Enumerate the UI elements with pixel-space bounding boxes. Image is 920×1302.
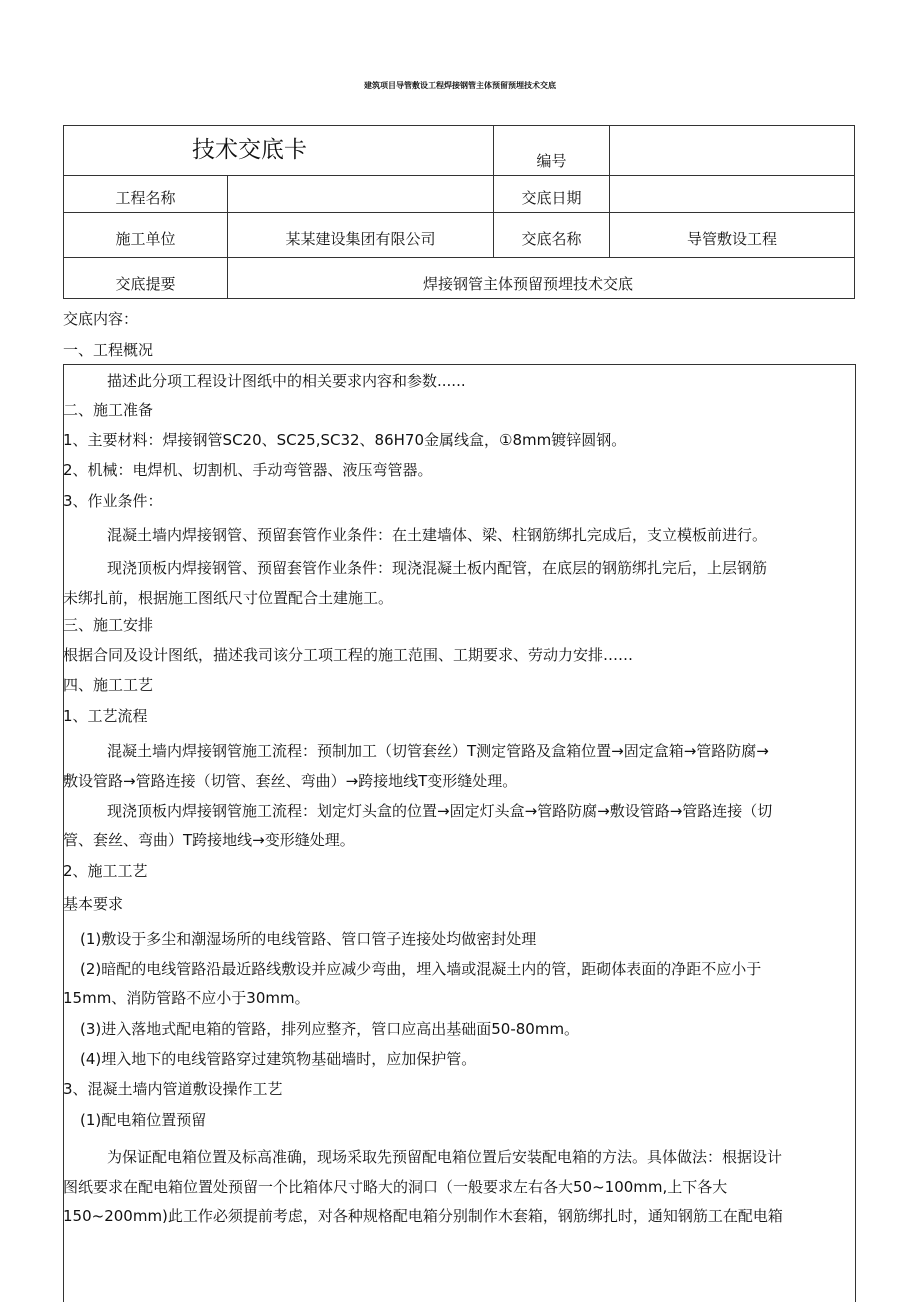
requirement-2-line-2: 15mm、消防管路不应小于30mm。 [63, 989, 310, 1007]
conditions-title: 3、作业条件： [63, 492, 163, 510]
condition-slab-line-1: 现浇顶板内焊接钢管、预留套管作业条件：现浇混凝土板内配管，在底层的钢筋绑扎完后，上层钢筋 [107, 559, 768, 577]
summary-label: 交底提要 [64, 258, 228, 299]
flow-wall-line-1: 混凝土墙内焊接钢管施工流程：预制加工（切管套丝）T测定管路及盒箱位置→固定盒箱→管路防腐→ [107, 742, 769, 760]
basic-requirements-title: 基本要求 [63, 895, 124, 913]
number-label: 编号 [494, 126, 610, 176]
requirement-4: (4)埋入地下的电线管路穿过建筑物基础墙时，应加保护管。 [80, 1050, 477, 1068]
condition-slab-line-2: 未绑扎前，根据施工图纸尺寸位置配合土建施工。 [63, 589, 394, 607]
briefing-name-value: 导管敷设工程 [610, 213, 855, 258]
condition-wall: 混凝土墙内焊接钢管、预留套管作业条件：在土建墙体、梁、柱钢筋绑扎完成后，支立模板前进行。 [107, 526, 768, 544]
requirement-2-line-1: (2)暗配的电线管路沿最近路线敷设并应减少弯曲，埋入墙或混凝土内的管，距砌体表面的净距不应小于 [80, 960, 762, 978]
paragraph-line-3: 150~200mm)此工作必须提前考虑，对各种规格配电箱分别制作木套箱，钢筋绑扎时，通知钢筋工在配电箱 [63, 1207, 783, 1225]
project-name-value [228, 176, 494, 213]
flow-wall-line-2: 敷设管路→管路连接（切管、套丝、弯曲）→跨接地线T变形缝处理。 [63, 772, 518, 790]
construction-process-title: 2、施工工艺 [63, 862, 148, 880]
briefing-card-table [63, 125, 855, 299]
distribution-box-reservation-title: (1)配电箱位置预留 [80, 1111, 207, 1129]
section-3-title: 三、施工安排 [63, 616, 154, 634]
section-3-text: 根据合同及设计图纸，描述我司该分工项工程的施工范围、工期要求、劳动力安排…… [63, 646, 634, 664]
section-2-title: 二、施工准备 [63, 401, 154, 419]
machines-line: 2、机械：电焊机、切割机、手动弯管器、液压弯管器。 [63, 461, 433, 479]
wall-pipe-laying-title: 3、混凝土墙内管道敷设操作工艺 [63, 1080, 283, 1098]
contractor-value: 某某建设集团有限公司 [228, 213, 494, 258]
contractor-label: 施工单位 [64, 213, 228, 258]
flow-slab-line-1: 现浇顶板内焊接钢管施工流程：划定灯头盒的位置→固定灯头盒→管路防腐→敷设管路→管路连接（切 [107, 802, 773, 820]
materials-line: 1、主要材料：焊接钢管SC20、SC25,SC32、86H70金属线盒，①8mm镀锌圆钢。 [63, 431, 627, 449]
date-value [610, 176, 855, 213]
section-4-title: 四、施工工艺 [63, 676, 154, 694]
card-heading: 技术交底卡 [64, 126, 494, 176]
project-name-label: 工程名称 [64, 176, 228, 213]
paragraph-line-2: 图纸要求在配电箱位置处预留一个比箱体尺寸略大的洞口（一般要求左右各大50~100mm,上下各大 [63, 1178, 728, 1196]
section-1-title: 一、工程概况 [63, 341, 154, 359]
document-title: 建筑项目导管敷设工程焊接钢管主体预留预埋技术交底 [364, 81, 556, 90]
process-flow-title: 1、工艺流程 [63, 707, 148, 725]
summary-value: 焊接钢管主体预留预埋技术交底 [228, 258, 855, 299]
content-heading: 交底内容： [63, 310, 139, 328]
paragraph-line-1: 为保证配电箱位置及标高准确，现场采取先预留配电箱位置后安装配电箱的方法。具体做法：根据设计 [107, 1148, 783, 1166]
flow-slab-line-2: 管、套丝、弯曲）T跨接地线→变形缝处理。 [63, 831, 355, 849]
requirement-1: (1)敷设于多尘和潮湿场所的电线管路、管口管子连接处均做密封处理 [80, 930, 537, 948]
number-value [610, 126, 855, 176]
requirement-3: (3)进入落地式配电箱的管路，排列应整齐，管口应高出基础面50-80mm。 [80, 1020, 580, 1038]
briefing-name-label: 交底名称 [494, 213, 610, 258]
date-label: 交底日期 [494, 176, 610, 213]
section-1-text: 描述此分项工程设计图纸中的相关要求内容和参数...... [107, 372, 466, 390]
